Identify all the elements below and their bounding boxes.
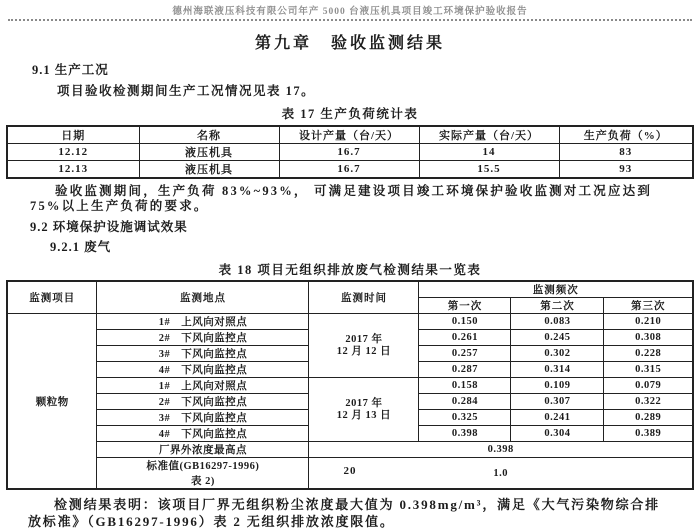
- table-row: [7, 161, 693, 179]
- cell-value: 0.284: [419, 394, 511, 410]
- cell-value: 0.261: [419, 330, 511, 346]
- time-line-2: 12 月 12 日: [336, 345, 392, 357]
- th-monitor-location: 监测地点: [97, 281, 309, 314]
- running-header: 德州海联液压科技有限公司年产 5000 台液压机具项目竣工环境保护验收报告: [172, 7, 528, 17]
- load-result-paragraph: 验收监测期间，生产负荷 83%~93%， 可满足建设项目竣工环境保护验收监测对工况应达到 75%以上生产负荷的要求。: [30, 184, 653, 213]
- th-monitor-time: 监测时间: [309, 281, 419, 314]
- cell-value: 0.389: [604, 426, 693, 442]
- cell-actual-output: 15.5: [419, 161, 559, 179]
- header-divider: [8, 19, 692, 21]
- cell-time-day1: [309, 314, 419, 378]
- cell-value: 0.287: [419, 362, 511, 378]
- standard-label-line-1: 标准值(GB16297-1996): [146, 461, 260, 472]
- cell-time-day2: [309, 378, 419, 442]
- cell-value: 0.398: [419, 426, 511, 442]
- th-monitor-item: 监测项目: [7, 281, 97, 314]
- cell-date: 12.13: [7, 161, 139, 179]
- cell-value: 0.302: [511, 346, 604, 362]
- fugitive-emission-table: [6, 280, 694, 490]
- cell-design-output: 16.7: [279, 144, 419, 161]
- th-load: 生产负荷（%）: [559, 126, 693, 144]
- cell-name: 液压机具: [139, 144, 279, 161]
- cell-load: 83: [559, 144, 693, 161]
- table17-caption: 表 17 生产负荷统计表: [281, 107, 419, 121]
- cell-actual-output: 14: [419, 144, 559, 161]
- cell-location: 2# 下风向监控点: [97, 394, 309, 410]
- cell-value: 0.241: [511, 410, 604, 426]
- cell-max-label: 厂界外浓度最高点: [97, 442, 309, 458]
- table-header-row: [7, 126, 693, 144]
- cell-standard-value: 1.0: [309, 458, 693, 490]
- section-heading-9-2-1: 9.2.1 废气: [50, 240, 112, 254]
- time-line-2: 12 月 13 日: [336, 409, 392, 421]
- cell-location: 1# 上风向对照点: [97, 314, 309, 330]
- cell-value: 0.083: [511, 314, 604, 330]
- cell-location: 4# 下风向监控点: [97, 362, 309, 378]
- cell-value: 0.210: [604, 314, 693, 330]
- time-line-1: 2017 年: [345, 333, 383, 345]
- cell-value: 0.150: [419, 314, 511, 330]
- cell-location: 4# 下风向监控点: [97, 426, 309, 442]
- th-date: 日期: [7, 126, 139, 144]
- intro-paragraph: 项目验收检测期间生产工况情况见表 17。: [57, 84, 316, 98]
- cell-value: 0.308: [604, 330, 693, 346]
- section-heading-9-1: 9.1 生产工况: [32, 63, 109, 77]
- page-number: 20: [343, 465, 357, 477]
- table18-caption: 表 18 项目无组织排放废气检测结果一览表: [218, 263, 482, 277]
- cell-date: 12.12: [7, 144, 139, 161]
- th-freq-1: 第一次: [419, 298, 511, 314]
- th-name: 名称: [139, 126, 279, 144]
- cell-value: 0.289: [604, 410, 693, 426]
- th-design-output: 设计产量（台/天）: [279, 126, 419, 144]
- cell-pollutant: 颗粒物: [7, 314, 97, 490]
- cell-value: 0.307: [511, 394, 604, 410]
- cell-value: 0.325: [419, 410, 511, 426]
- table-row: [7, 314, 693, 330]
- time-line-1: 2017 年: [345, 397, 383, 409]
- production-load-table: [6, 125, 694, 179]
- cell-value: 0.109: [511, 378, 604, 394]
- table-header-row: [7, 281, 693, 298]
- cell-value: 0.257: [419, 346, 511, 362]
- cell-value: 0.079: [604, 378, 693, 394]
- table-row: [7, 378, 693, 394]
- table-row: [7, 144, 693, 161]
- cell-name: 液压机具: [139, 161, 279, 179]
- conclusion-paragraph: 检测结果表明：该项目厂界无组织粉尘浓度最大值为 0.398mg/m³，满足《大气污染物综合排放标准》（GB16297-1996）表 2 无组织排放浓度限值。: [28, 497, 660, 529]
- cell-location: 2# 下风向监控点: [97, 330, 309, 346]
- cell-value: 0.315: [604, 362, 693, 378]
- cell-load: 93: [559, 161, 693, 179]
- th-monitor-frequency: 监测频次: [419, 281, 693, 298]
- cell-value: 0.228: [604, 346, 693, 362]
- cell-value: 0.322: [604, 394, 693, 410]
- standard-label-line-2: 表 2): [191, 476, 215, 487]
- section-heading-9-2: 9.2 环境保护设施调试效果: [30, 220, 188, 234]
- cell-value: 0.304: [511, 426, 604, 442]
- chapter-title: 第九章 验收监测结果: [254, 35, 445, 52]
- cell-max-value: 0.398: [309, 442, 693, 458]
- th-freq-2: 第二次: [511, 298, 604, 314]
- th-freq-3: 第三次: [604, 298, 693, 314]
- th-actual-output: 实际产量（台/天）: [419, 126, 559, 144]
- cell-location: 1# 上风向对照点: [97, 378, 309, 394]
- cell-location: 3# 下风向监控点: [97, 346, 309, 362]
- cell-value: 0.245: [511, 330, 604, 346]
- cell-value: 0.314: [511, 362, 604, 378]
- cell-location: 3# 下风向监控点: [97, 410, 309, 426]
- table-row-max: [7, 442, 693, 458]
- cell-design-output: 16.7: [279, 161, 419, 179]
- cell-value: 0.158: [419, 378, 511, 394]
